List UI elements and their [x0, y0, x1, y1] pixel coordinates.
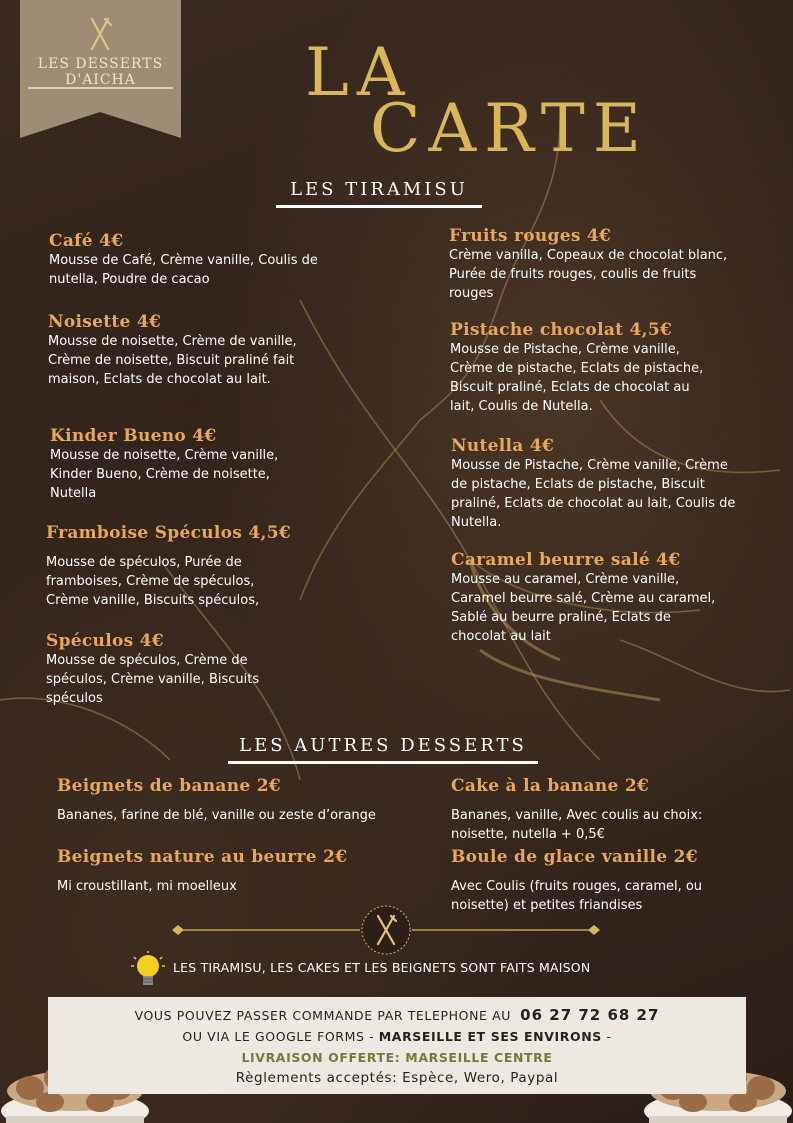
- order-line-2: [48, 1026, 746, 1047]
- item-name: Noisette 4€: [48, 312, 162, 332]
- menu-item: [451, 550, 721, 646]
- menu-item: [46, 631, 286, 708]
- item-description: Mousse de Pistache, Crème vanille, Crème de pistache, Eclats de pistache, Biscuit praliné, Eclats de chocolat au lait, Coulis de Nutella.: [451, 458, 736, 530]
- page-title-line-2: CARTE: [370, 90, 649, 167]
- menu-item: [451, 436, 743, 532]
- section-underline: [228, 761, 538, 764]
- item-name: Nutella 4€: [451, 436, 555, 456]
- item-description: Bananes, farine de blé, vanille ou zeste d’orange: [57, 808, 376, 823]
- item-description: Mousse de spéculos, Crème de spéculos, Crème vanille, Biscuits spéculos: [46, 653, 260, 706]
- delivery-area: MARSEILLE ET SES ENVIRONS: [378, 1029, 602, 1044]
- menu-item: [57, 776, 387, 825]
- item-description: Mousse de Café, Crème vanille, Coulis de nutella, Poudre de cacao: [49, 253, 318, 287]
- section-heading-autres-desserts: LES AUTRES DESSERTS: [239, 735, 527, 756]
- order-info-box: [48, 997, 746, 1094]
- order-phone-label: VOUS POUVEZ PASSER COMMANDE PAR TELEPHONE AU: [134, 1008, 511, 1023]
- item-name: Framboise Spéculos 4,5€: [46, 523, 291, 543]
- item-description: Mi croustillant, mi moelleux: [57, 879, 237, 894]
- fork-knife-icon: [88, 17, 112, 51]
- menu-item: [449, 226, 731, 303]
- page-title-line-1: LA: [305, 34, 413, 111]
- item-name: Spéculos 4€: [46, 631, 164, 651]
- section-underline: [276, 205, 482, 208]
- payment-methods: Règlements acceptés: Espèce, Wero, Paypal: [235, 1070, 559, 1086]
- order-line-2-end: -: [606, 1029, 612, 1044]
- phone-number[interactable]: 06 27 72 68 27: [520, 1006, 660, 1024]
- item-name: Pistache chocolat 4,5€: [450, 320, 673, 340]
- fork-knife-icon: [375, 914, 397, 946]
- item-description: Mousse au caramel, Crème vanille, Caramel beurre salé, Crème au caramel, Sablé au beurre praliné, Eclats de chocolat au lait: [451, 572, 716, 644]
- order-line-1: [48, 997, 746, 1026]
- item-description: Bananes, vanille, Avec coulis au choix: noisette, nutella + 0,5€: [451, 808, 703, 842]
- item-description: Mousse de Pistache, Crème vanille, Crème de pistache, Eclats de pistache, Biscuit praliné, Eclats de chocolat au lait, Coulis de Nutella.: [450, 342, 704, 414]
- item-description: Mousse de noisette, Crème vanille, Kinder Bueno, Crème de noisette, Nutella: [50, 448, 279, 501]
- item-name: Caramel beurre salé 4€: [451, 550, 681, 570]
- brand-logo: [20, 0, 181, 138]
- item-name: Café 4€: [49, 231, 124, 251]
- homemade-note: LES TIRAMISU, LES CAKES ET LES BEIGNETS SONT FAITS MAISON: [173, 960, 591, 975]
- menu-item: [48, 312, 300, 389]
- menu-item: [451, 776, 741, 844]
- google-forms-text: OU VIA LE GOOGLE FORMS -: [182, 1029, 375, 1044]
- brand-line-2: D'AICHA: [65, 72, 136, 88]
- menu-item: [49, 231, 319, 289]
- menu-item: [450, 320, 712, 416]
- lightbulb-icon: [131, 951, 165, 991]
- item-name: Fruits rouges 4€: [449, 226, 612, 246]
- item-name: Beignets nature au beurre 2€: [57, 847, 348, 867]
- item-description: Mousse de spéculos, Purée de framboises, Crème de spéculos, Crème vanille, Biscuits spéculos,: [46, 555, 260, 608]
- item-name: Kinder Bueno 4€: [50, 426, 217, 446]
- section-heading-tiramisu: LES TIRAMISU: [290, 179, 468, 200]
- free-delivery-note: LIVRAISON OFFERTE: MARSEILLE CENTRE: [241, 1050, 553, 1065]
- item-description: Mousse de noisette, Crème de vanille, Crème de noisette, Biscuit praliné fait maison, Eclats de chocolat au lait.: [48, 334, 297, 387]
- brand-line-1: LES DESSERTS: [37, 56, 164, 72]
- item-name: Boule de glace vanille 2€: [451, 847, 698, 867]
- item-description: Crème vanilla, Copeaux de chocolat blanc, Purée de fruits rouges, coulis de fruits rouges: [449, 248, 728, 301]
- item-name: Beignets de banane 2€: [57, 776, 281, 796]
- menu-item: [46, 523, 296, 610]
- item-description: Avec Coulis (fruits rouges, caramel, ou noisette) et petites friandises: [451, 879, 703, 913]
- item-name: Cake à la banane 2€: [451, 776, 650, 796]
- menu-item: [50, 426, 312, 503]
- menu-item: [57, 847, 387, 896]
